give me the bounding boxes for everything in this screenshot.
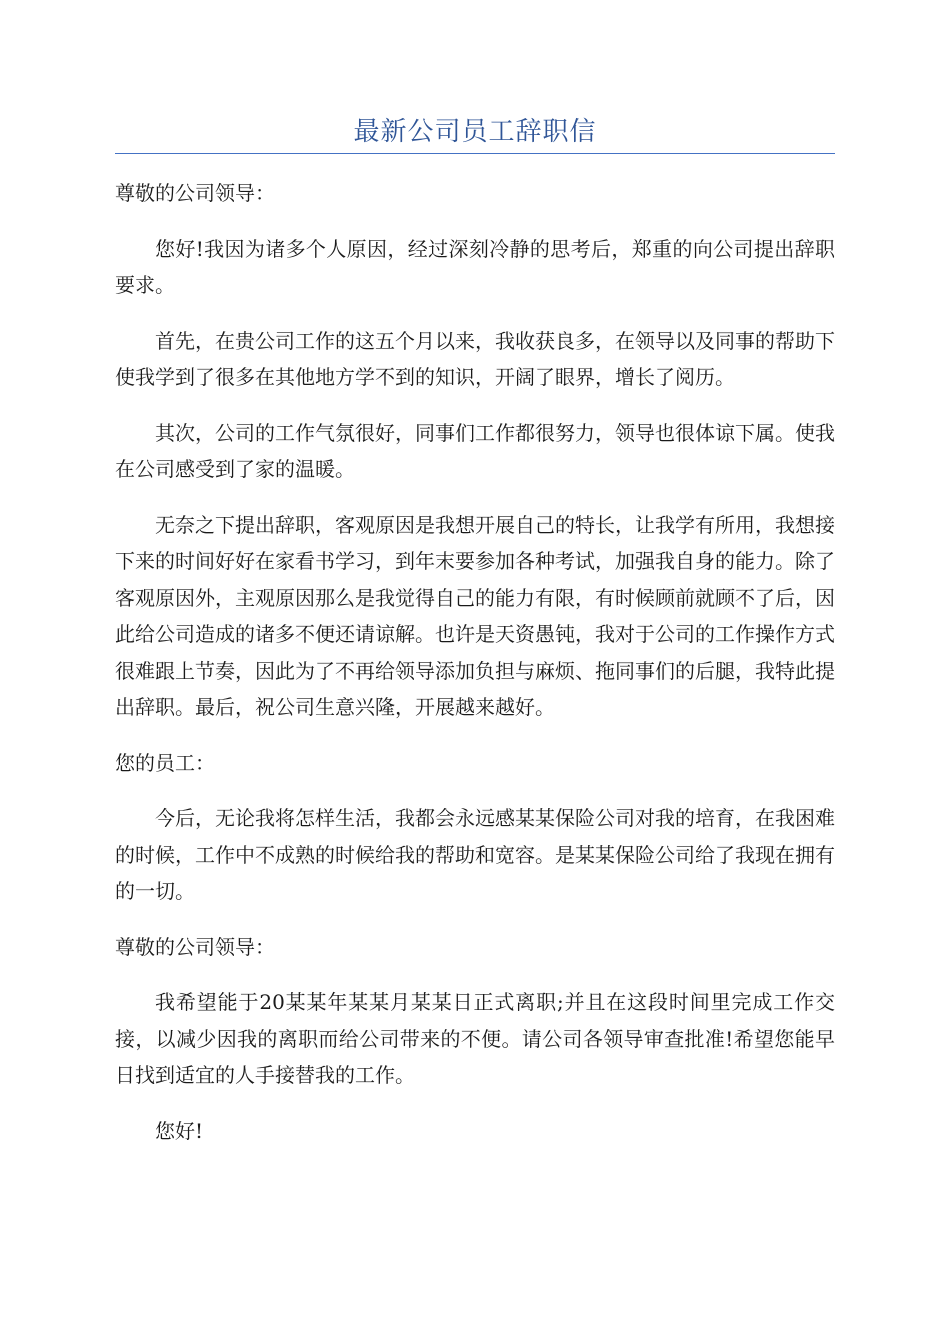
closing-line: 您的员工：: [115, 750, 215, 775]
paragraph: 我希望能于20某某年某某月某某日正式离职;并且在这段时间里完成工作交接，以减少因我的离职而给公司带来的不便。请公司各领导审查批准!希望您能早日找到适宜的人手接替我的工作。: [115, 990, 835, 1087]
paragraph: 无奈之下提出辞职，客观原因是我想开展自己的特长，让我学有所用，我想接下来的时间好好在家看书学习，到年末要参加各种考试，加强我自身的能力。除了客观原因外，主观原因那么是我觉得自己的能力有限，有时候顾前就顾不了后，因此给公司造成的诸多不便还请谅解。也许是天资愚钝，我对于公司的工作操作方式很难跟上节奏，因此为了不再给领导添加负担与麻烦、拖同事们的后腿，我特此提出辞职。最后，祝公司生意兴隆，开展越来越好。: [115, 512, 835, 719]
paragraph: 其次，公司的工作气氛很好，同事们工作都很努力，领导也很体谅下属。使我在公司感受到了家的温暖。: [115, 420, 835, 481]
paragraph: 今后，无论我将怎样生活，我都会永远感某某保险公司对我的培育，在我困难的时候，工作中不成熟的时候给我的帮助和宽容。是某某保险公司给了我现在拥有的一切。: [115, 806, 835, 903]
document-body: [115, 175, 835, 1168]
salutation: 尊敬的公司领导：: [115, 181, 275, 205]
salutation: 尊敬的公司领导：: [115, 934, 275, 959]
paragraph: 您好!我因为诸多个人原因，经过深刻冷静的思考后，郑重的向公司提出辞职要求。: [115, 236, 835, 297]
title-underline: [115, 153, 835, 154]
paragraph: 首先，在贵公司工作的这五个月以来，我收获良多，在领导以及同事的帮助下使我学到了很多在其他地方学不到的知识，开阔了眼界，增长了阅历。: [115, 328, 835, 389]
greeting: 您好!: [155, 1118, 204, 1143]
document-title: 最新公司员工辞职信: [353, 117, 597, 147]
